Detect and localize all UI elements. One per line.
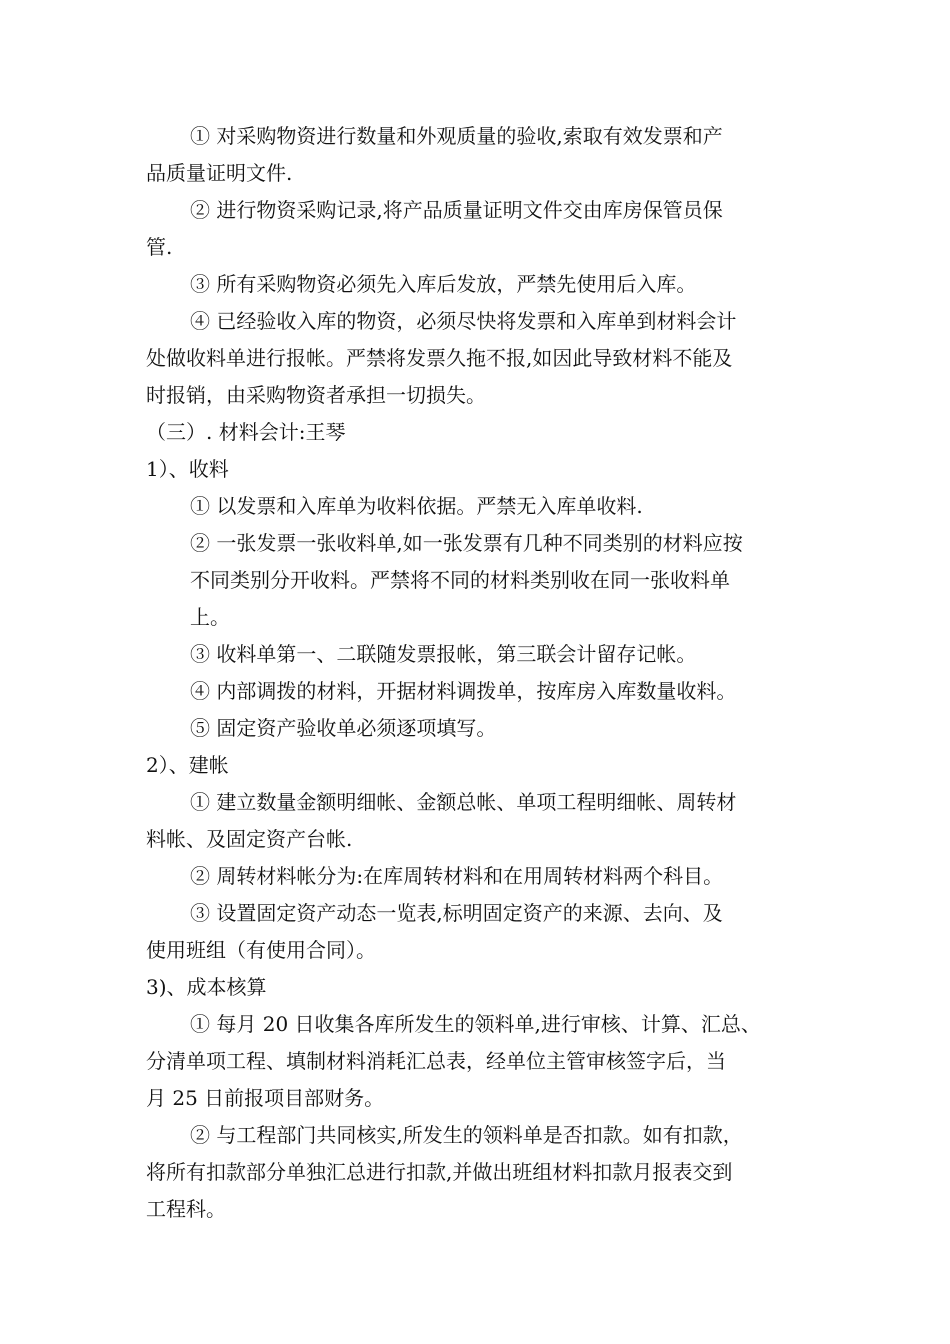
- subsection-heading-ledger: 2）、建帐: [146, 753, 229, 777]
- subsection-heading-receiving: 1）、收料: [146, 457, 229, 481]
- paragraph-line: 品质量证明文件.: [146, 161, 293, 185]
- section-heading-materials-accountant: （三）. 材料会计:王琴: [146, 420, 346, 444]
- paragraph-line: ③ 设置固定资产动态一览表,标明固定资产的来源、去向、及: [190, 901, 723, 925]
- paragraph-line: ④ 内部调拨的材料，开据材料调拨单，按库房入库数量收料。: [190, 679, 737, 703]
- paragraph-line: ① 对采购物资进行数量和外观质量的验收,索取有效发票和产: [190, 124, 723, 148]
- paragraph-line: ① 以发票和入库单为收料依据。严禁无入库单收料.: [190, 494, 643, 518]
- paragraph-line: ④ 已经验收入库的物资，必须尽快将发票和入库单到材料会计: [190, 309, 737, 333]
- paragraph-line: 料帐、及固定资产台帐.: [146, 827, 353, 851]
- paragraph-line: ② 与工程部门共同核实,所发生的领料单是否扣款。如有扣款，: [190, 1123, 743, 1147]
- paragraph-line: 月 25 日前报项目部财务。: [146, 1086, 385, 1110]
- paragraph-line: 工程科。: [146, 1197, 226, 1221]
- paragraph-line: 处做收料单进行报帐。严禁将发票久拖不报,如因此导致材料不能及: [146, 346, 733, 370]
- paragraph-line: 不同类别分开收料。严禁将不同的材料类别收在同一张收料单: [190, 568, 730, 592]
- document-body: [146, 118, 806, 1228]
- paragraph-line: ① 每月 20 日收集各库所发生的领料单,进行审核、计算、汇总、: [190, 1012, 761, 1036]
- paragraph-line: 上。: [190, 605, 230, 629]
- paragraph-line: ② 周转材料帐分为:在库周转材料和在用周转材料两个科目。: [190, 864, 724, 888]
- paragraph-line: 管.: [146, 235, 173, 259]
- subsection-heading-cost-accounting: 3)、成本核算: [146, 975, 267, 999]
- paragraph-line: ② 进行物资采购记录,将产品质量证明文件交由库房保管员保: [190, 198, 723, 222]
- paragraph-line: 分清单项工程、填制材料消耗汇总表，经单位主管审核签字后，当: [146, 1049, 726, 1073]
- paragraph-line: 时报销，由采购物资者承担一切损失。: [146, 383, 486, 407]
- paragraph-line: 将所有扣款部分单独汇总进行扣款,并做出班组材料扣款月报表交到: [146, 1160, 733, 1184]
- paragraph-line: ③ 所有采购物资必须先入库后发放，严禁先使用后入库。: [190, 272, 697, 296]
- paragraph-line: ⑤ 固定资产验收单必须逐项填写。: [190, 716, 497, 740]
- paragraph-line: ③ 收料单第一、二联随发票报帐，第三联会计留存记帐。: [190, 642, 697, 666]
- paragraph-line: 使用班组（有使用合同）。: [146, 938, 376, 962]
- paragraph-line: ① 建立数量金额明细帐、金额总帐、单项工程明细帐、周转材: [190, 790, 737, 814]
- paragraph-line: ② 一张发票一张收料单,如一张发票有几种不同类别的材料应按: [190, 531, 743, 555]
